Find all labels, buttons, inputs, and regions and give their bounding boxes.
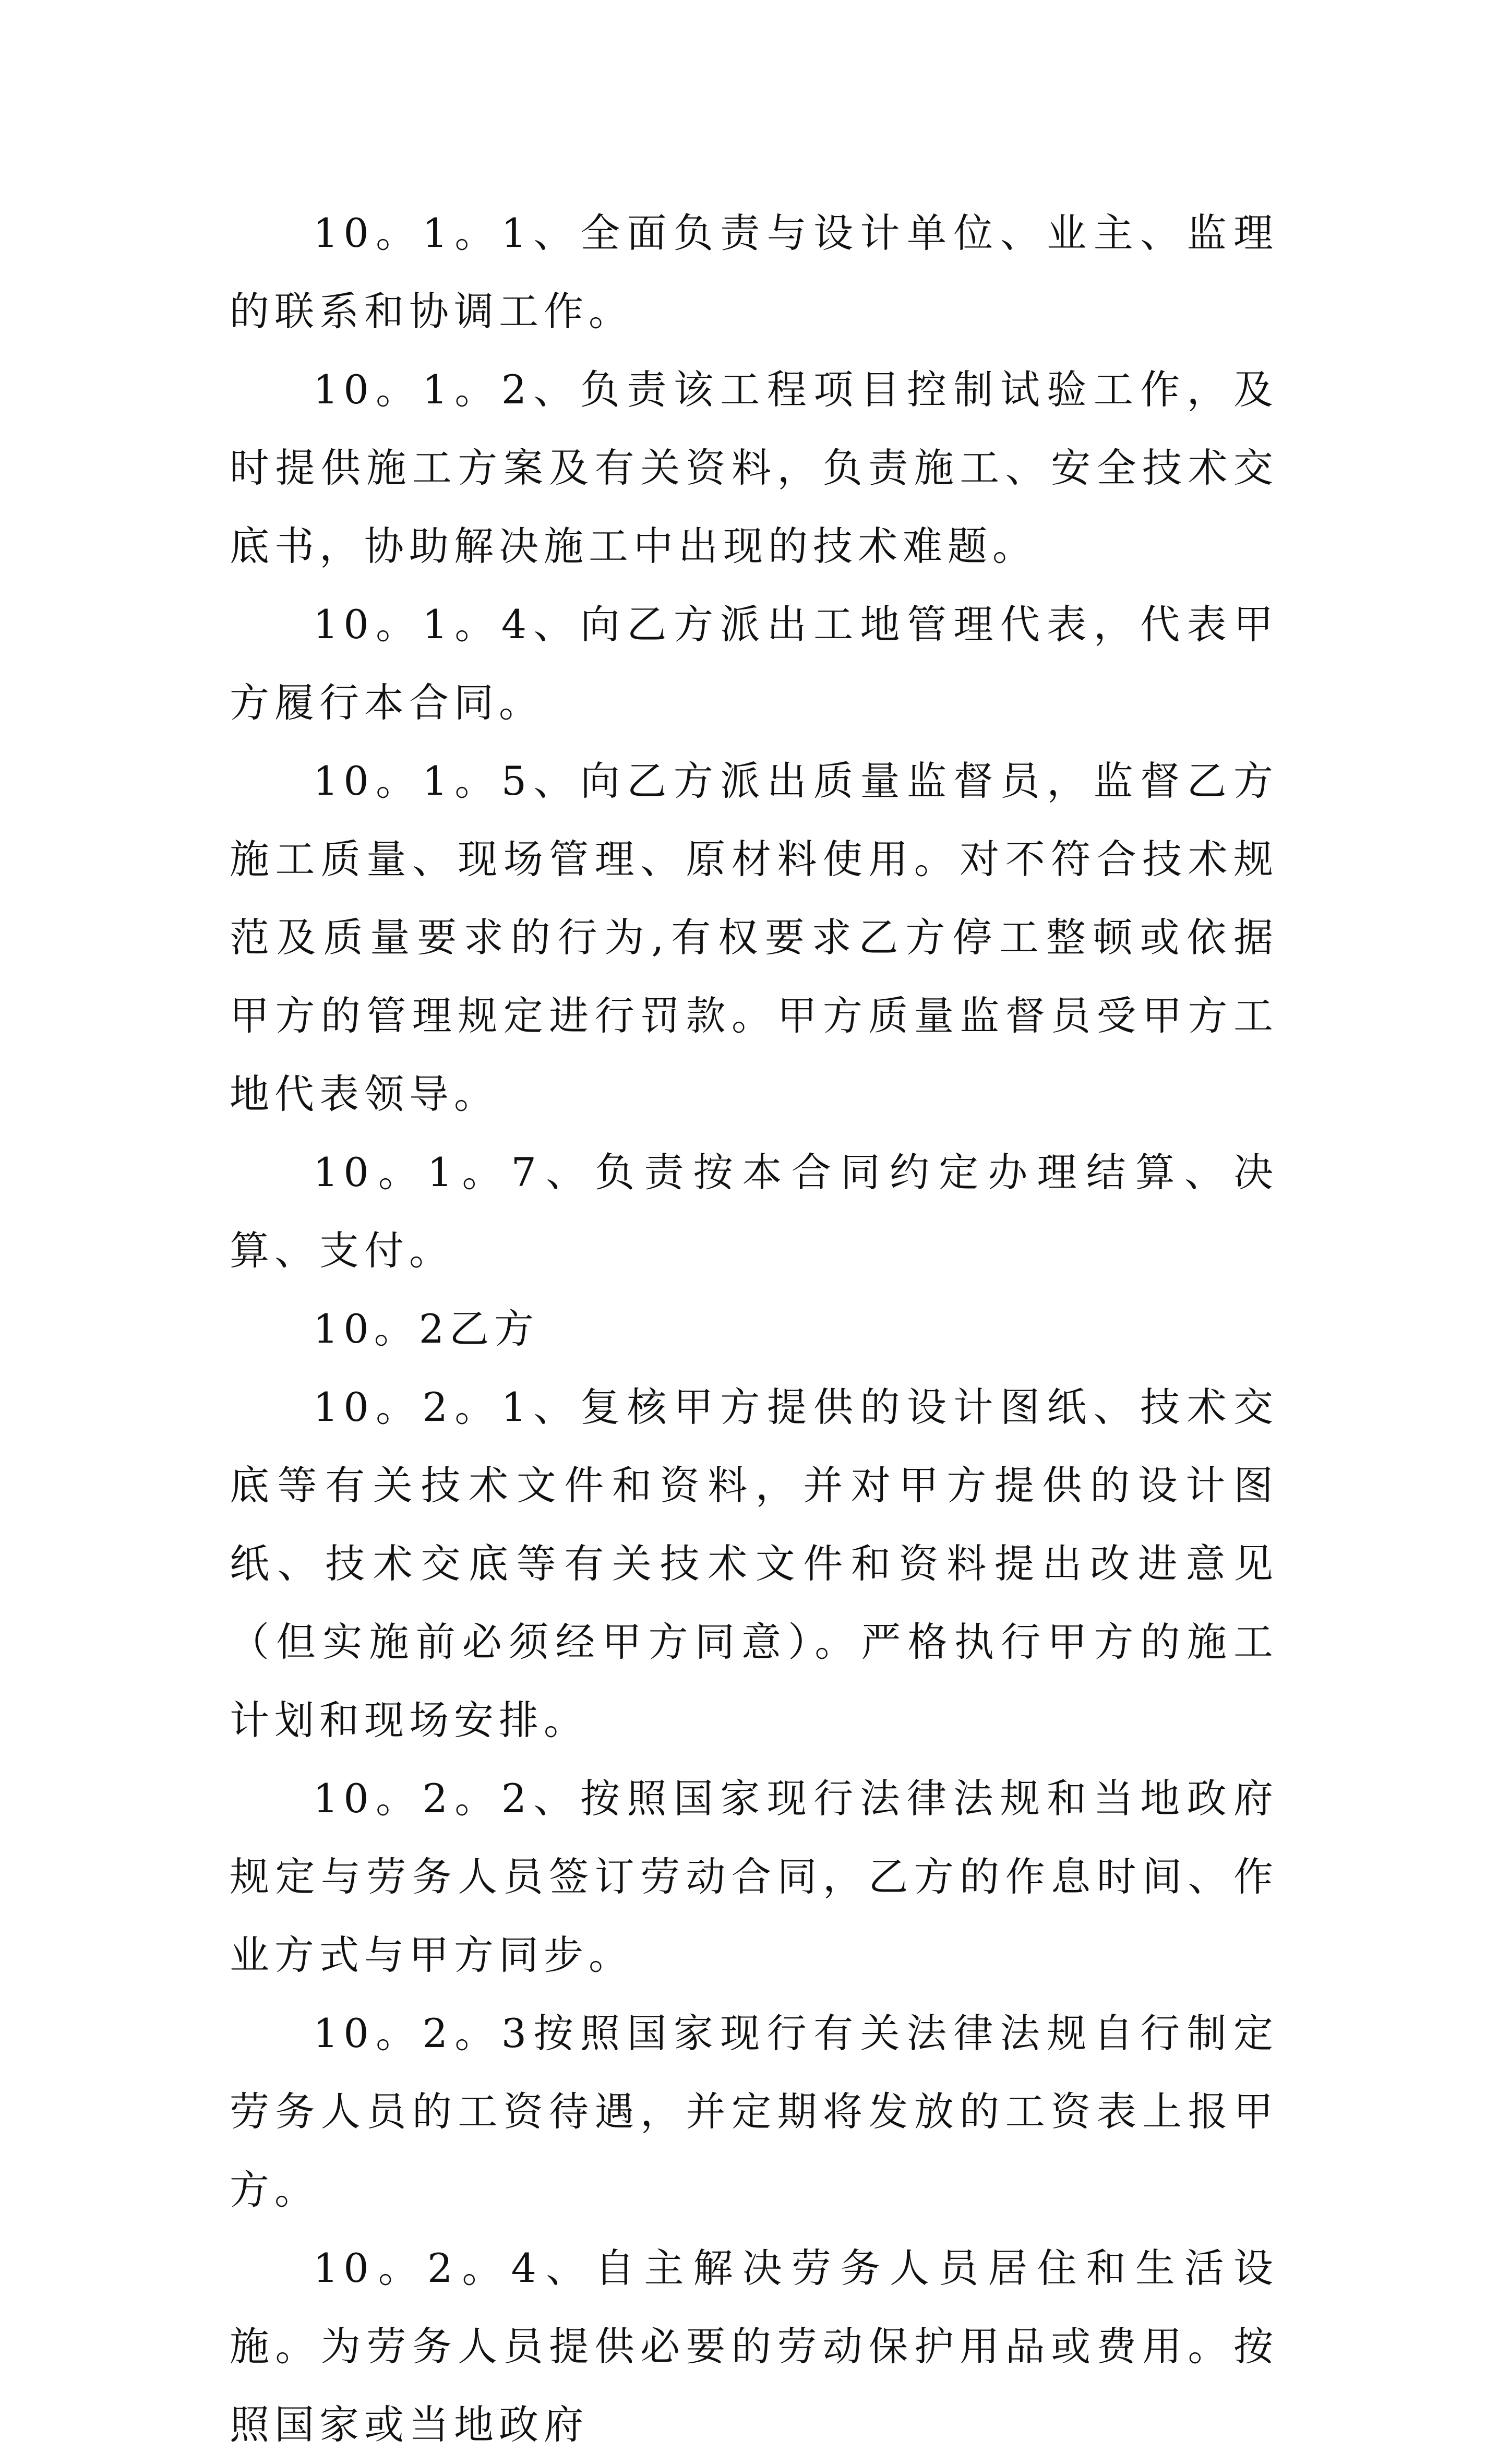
clause-10-1-1: 10。1。1、全面负责与设计单位、业主、监理的联系和协调工作。 <box>230 210 1278 334</box>
clause-10-2-1: 10。2。1、复核甲方提供的设计图纸、技术交底等有关技术文件和资料，并对甲方提供的设计图纸、技术交底等有关技术文件和资料提出改进意见（但实施前必须经甲方同意）。严格执行甲方的施工计划和现场安排。 <box>230 1384 1278 1743</box>
clause-10-2-4: 10。2。4、自主解决劳务人员居住和生活设施。为劳务人员提供必要的劳动保护用品或费用。按照国家或当地政府 <box>230 2245 1278 2448</box>
clause-10-2-3: 10。2。3按照国家现行有关法律法规自行制定劳务人员的工资待遇，并定期将发放的工资表上报甲方。 <box>230 2010 1278 2213</box>
clause-10-1-4: 10。1。4、向乙方派出工地管理代表，代表甲方履行本合同。 <box>230 601 1278 726</box>
clause-10-1-2: 10。1。2、负责该工程项目控制试验工作，及时提供施工方案及有关资料，负责施工、安全技术交底书，协助解决施工中出现的技术难题。 <box>230 366 1278 569</box>
clause-10-1-5: 10。1。5、向乙方派出质量监督员，监督乙方施工质量、现场管理、原材料使用。对不符合技术规范及质量要求的行为,有权要求乙方停工整顿或依据甲方的管理规定进行罚款。甲方质量监督员受甲方工地代表领导。 <box>230 758 1278 1117</box>
clause-10-2-2: 10。2。2、按照国家现行法律法规和当地政府规定与劳务人员签订劳动合同，乙方的作息时间、作业方式与甲方同步。 <box>230 1775 1278 1978</box>
clause-10-1-7: 10。1。7、负责按本合同约定办理结算、决算、支付。 <box>230 1149 1278 1274</box>
document-body <box>230 194 1278 2464</box>
section-10-2-heading: 10。2乙方 <box>313 1306 540 1352</box>
